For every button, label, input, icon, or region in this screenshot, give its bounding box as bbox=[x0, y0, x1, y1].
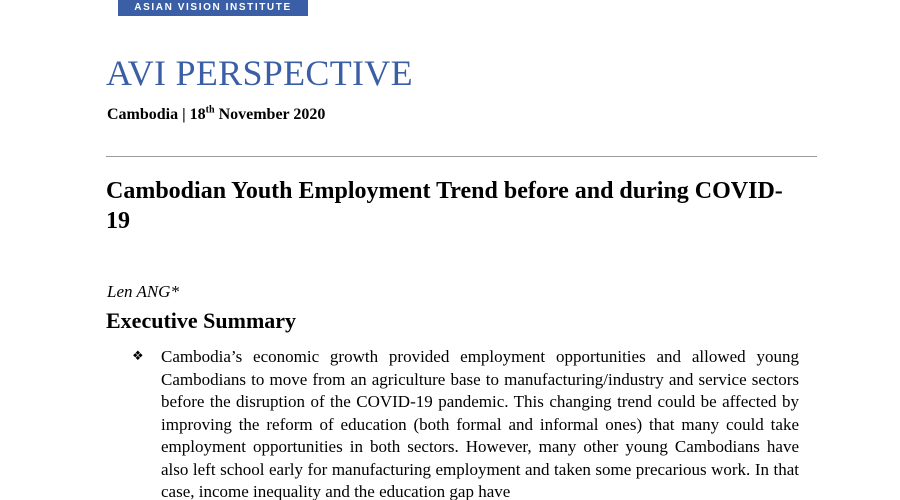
diamond-bullet-icon: ❖ bbox=[132, 349, 144, 364]
header-divider bbox=[106, 156, 817, 157]
brand-banner bbox=[118, 0, 308, 16]
date-month-year: November 2020 bbox=[218, 106, 326, 123]
country-label: Cambodia bbox=[107, 106, 179, 123]
summary-bullet-text: Cambodia’s economic growth provided employment opportunities and allowed young Cambodians to move from an agriculture base to manufacturing/industry and service sectors before the disruption of the COVID-19 pandemic. This changing trend could be affected by improving the reform of education (both formal and informal ones) that many could take employment opportunities in both sectors. However, many other young Cambodians have also left school early for manufacturing employment and taken some precarious work. In that case, income inequality and the education gap have bbox=[161, 347, 799, 500]
publication-title: AVI PERSPECTIVE bbox=[106, 53, 413, 93]
dateline bbox=[107, 106, 325, 124]
section-heading: Executive Summary bbox=[106, 308, 297, 333]
date-day: 18 bbox=[189, 106, 206, 123]
author-name: Len ANG* bbox=[107, 282, 179, 301]
dateline-separator: | bbox=[182, 106, 186, 123]
brand-name: ASIAN VISION INSTITUTE bbox=[134, 2, 292, 13]
article-headline: Cambodian Youth Employment Trend before and during COVID-19 bbox=[106, 178, 783, 234]
date-suffix: th bbox=[205, 104, 215, 116]
